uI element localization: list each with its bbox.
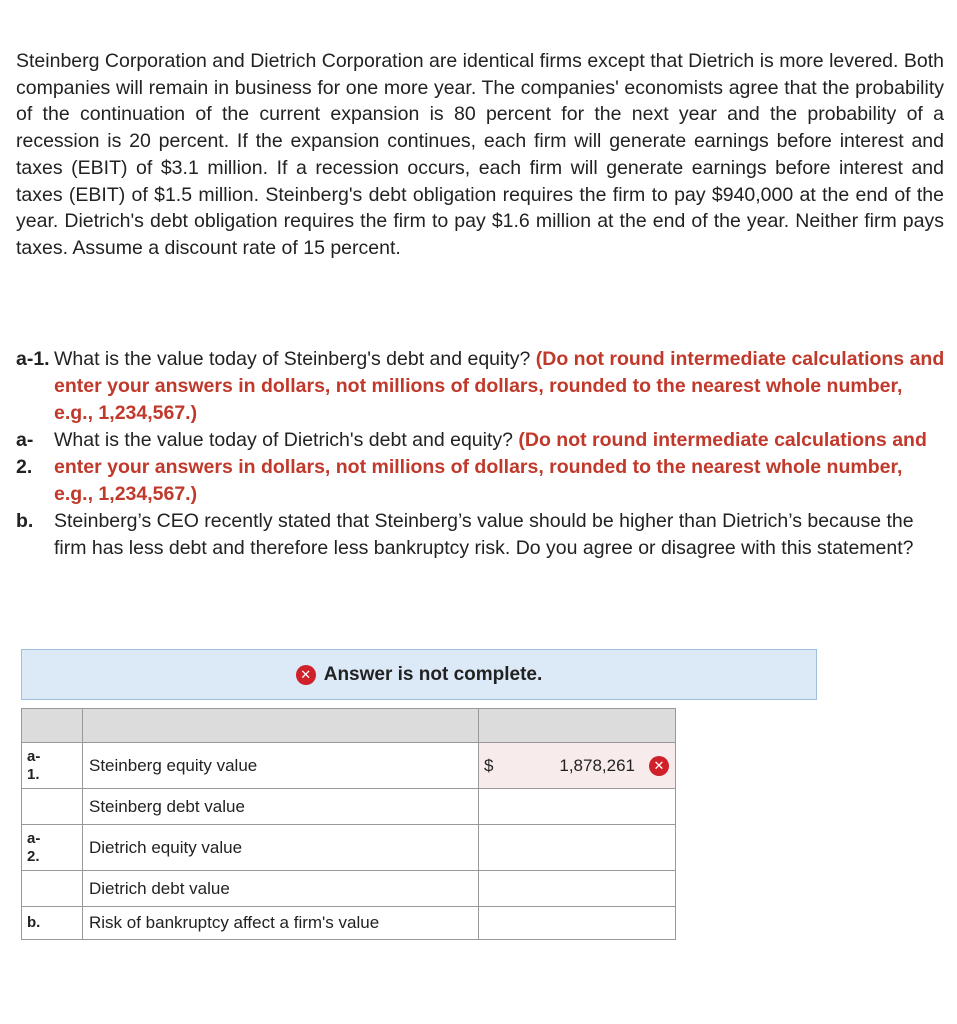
row-id — [22, 871, 83, 907]
question-a1 — [16, 346, 946, 427]
row-label: Dietrich equity value — [83, 825, 479, 871]
bankruptcy-answer-select[interactable] — [479, 907, 676, 940]
x-circle-icon: ✕ — [296, 665, 316, 685]
answer-status-text: Answer is not complete. — [323, 663, 543, 685]
dietrich-equity-input[interactable] — [479, 825, 676, 871]
header-cell — [22, 709, 83, 743]
header-cell — [479, 709, 676, 743]
question-a1-label: a-1. — [16, 348, 50, 370]
problem-statement: Steinberg Corporation and Dietrich Corporation are identical firms except that Dietrich is more levered. Both companies will remain in business for one more year. The companies' economists agree that the probability of the continuation of the current expansion is 80 percent for the next year and the probability of a recession is 20 percent. If the expansion continues, each firm will generate earnings before interest and taxes (EBIT) of $3.1 million. If a recession occurs, each firm will generate earnings before interest and taxes (EBIT) of $1.5 million. Steinberg's debt obligation requires the firm to pay $940,000 at the end of the year. Dietrich's debt obligation requires the firm to pay $1.6 million at the end of the year. Neither firm pays taxes. Assume a discount rate of 15 percent. — [16, 50, 944, 259]
question-a2-instruction: (Do not round intermediate calculations and enter your answers in dollars, not millions of dollars, rounded to the nearest whole number, e.g., 1,234,567.) — [54, 429, 927, 505]
question-a1-instruction: (Do not round intermediate calculations and enter your answers in dollars, not millions of dollars, rounded to the nearest whole number, e.g., 1,234,567.) — [54, 348, 945, 424]
table-row — [22, 743, 676, 789]
table-row — [22, 825, 676, 871]
question-a2-label: a- 2. — [16, 429, 34, 478]
row-id: b. — [22, 907, 83, 940]
table-row — [22, 789, 676, 825]
row-label: Steinberg debt value — [83, 789, 479, 825]
steinberg-debt-input[interactable] — [479, 789, 676, 825]
question-b — [16, 508, 946, 562]
answer-value: 1,878,261 — [559, 755, 635, 775]
x-circle-icon: ✕ — [649, 756, 669, 776]
question-b-label: b. — [16, 510, 34, 532]
table-row — [22, 871, 676, 907]
table-row — [22, 907, 676, 940]
header-cell — [83, 709, 479, 743]
row-label: Dietrich debt value — [83, 871, 479, 907]
dietrich-debt-input[interactable] — [479, 871, 676, 907]
question-a1-text: What is the value today of Steinberg's debt and equity? — [54, 348, 536, 370]
question-b-text: Steinberg’s CEO recently stated that Steinberg’s value should be higher than Dietrich’s because the firm has less debt and therefore less bankruptcy risk. Do you agree or disagree with this statement? — [54, 510, 914, 559]
row-id: a- 1. — [22, 743, 83, 789]
currency-symbol: $ — [484, 755, 494, 775]
steinberg-equity-input[interactable] — [479, 743, 676, 789]
answer-table — [21, 708, 676, 940]
row-id — [22, 789, 83, 825]
question-a2 — [16, 427, 946, 508]
table-header-row — [22, 709, 676, 743]
row-label: Steinberg equity value — [83, 743, 479, 789]
row-label: Risk of bankruptcy affect a firm's value — [83, 907, 479, 940]
row-id: a- 2. — [22, 825, 83, 871]
answer-status-banner — [21, 649, 817, 700]
question-a2-text: What is the value today of Dietrich's debt and equity? — [54, 429, 519, 451]
